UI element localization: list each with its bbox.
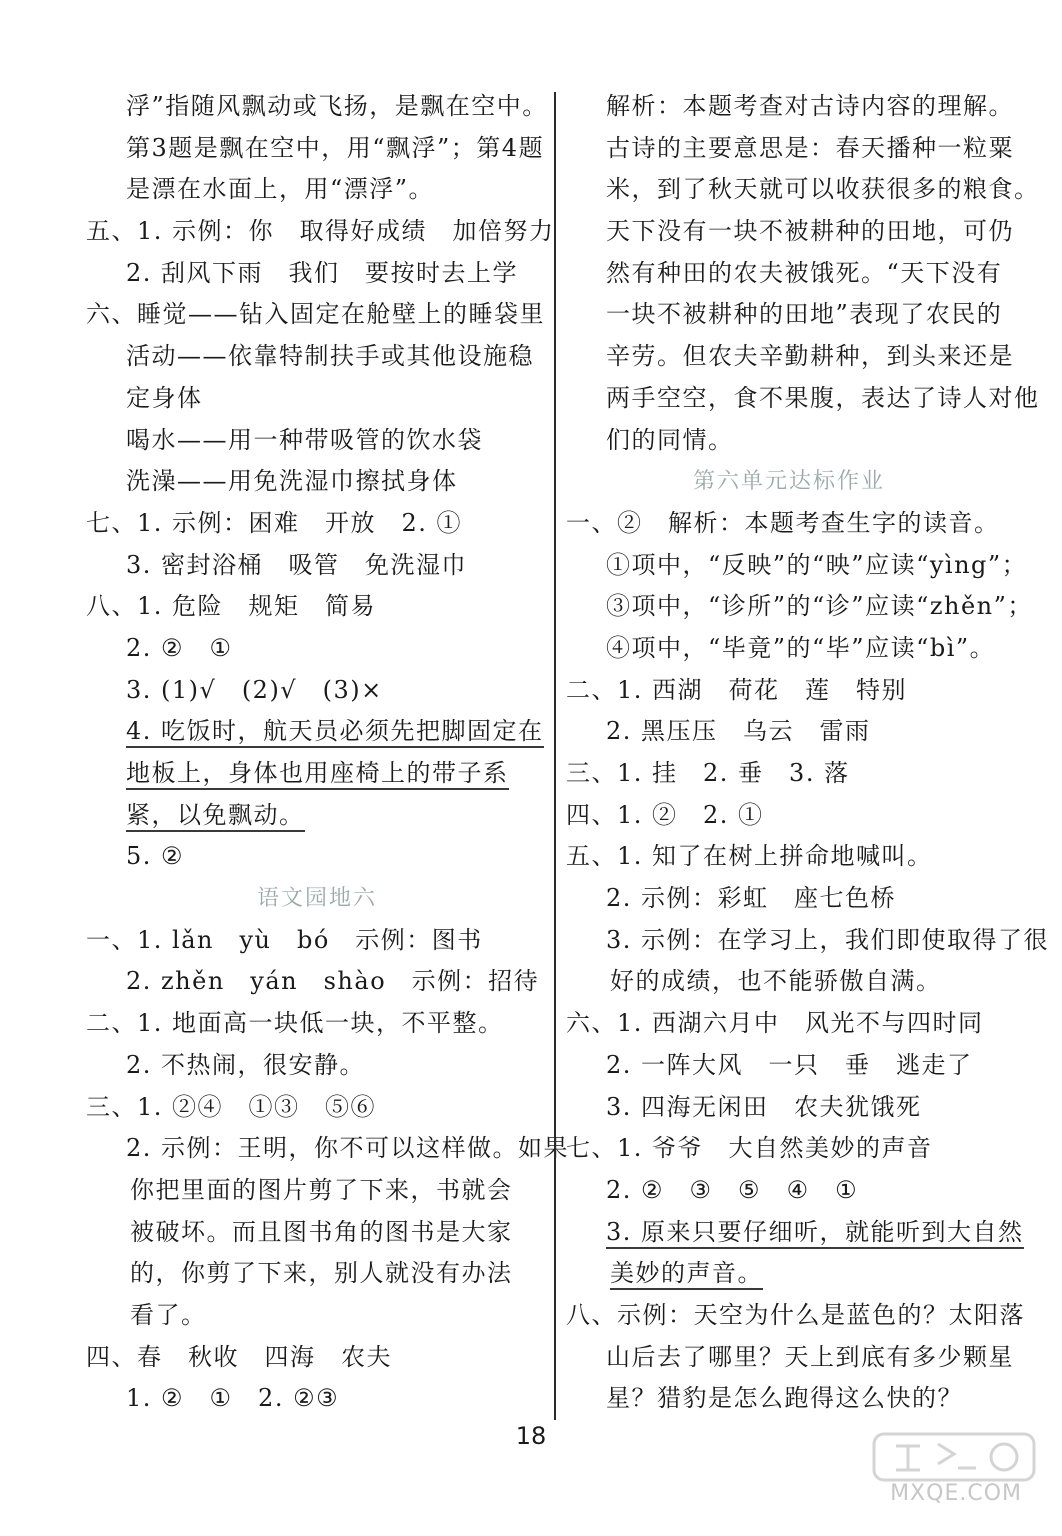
answer-line: 你把里面的图片剪了下来，书就会 [130, 1175, 513, 1204]
answer-line: 然有种田的农夫被饿死。“天下没有 [606, 258, 1003, 287]
answer-line: 一、1. lǎn yù bó 示例：图书 [86, 925, 483, 954]
underlined-text: 4. 吃饭时，航天员必须先把脚固定在 [126, 716, 544, 748]
answer-line: 们的同情。 [606, 425, 734, 454]
answer-line: 3. 四海无闲田 农夫犹饿死 [606, 1092, 922, 1121]
answer-line: 六、1. 西湖六月中 风光不与四时同 [566, 1009, 984, 1038]
answer-line: 2. ② ③ ⑤ ④ ① [606, 1175, 859, 1204]
answer-line-underlined [86, 795, 548, 837]
answer-line: 辛劳。但农夫辛勤耕种，到头来还是 [606, 342, 1014, 371]
underlined-text: 美妙的声音。 [610, 1258, 763, 1290]
answer-line: ④项中，“毕竟”的“毕”应读“bì”。 [606, 633, 996, 662]
answer-line: 古诗的主要意思是：春天播种一粒粟 [606, 133, 1014, 162]
answer-line: 2. ② ① [126, 633, 233, 662]
answer-line: 五、1. 示例：你 取得好成绩 加倍努力 [86, 217, 555, 246]
underlined-text: 3. 原来只要仔细听，就能听到大自然 [606, 1217, 1024, 1249]
underlined-text: 紧，以免飘动。 [126, 800, 305, 832]
answer-line: 3. 示例：在学习上，我们即使取得了很 [606, 925, 1050, 954]
answer-line: 三、1. 挂 2. 垂 3. 落 [566, 759, 850, 787]
answer-line: 解析：本题考查对古诗内容的理解。 [606, 92, 1014, 120]
answer-line: 五、1. 知了在树上拼命地喊叫。 [566, 842, 933, 871]
answer-line: 2. 不热闹，很安静。 [126, 1050, 366, 1079]
answer-line: 活动——依靠特制扶手或其他设施稳 [126, 342, 534, 371]
answer-line: 3. (1)√ (2)√ (3)× [126, 675, 383, 704]
underlined-text: 地板上，身体也用座椅上的带子系 [126, 758, 509, 790]
answer-line: 3. 密封浴桶 吸管 免洗湿巾 [126, 550, 468, 579]
answer-line: 洗澡——用免洗湿巾擦拭身体 [126, 467, 458, 496]
answer-line-underlined [566, 1253, 1012, 1295]
right-column [566, 86, 1050, 1420]
answer-line: 看了。 [130, 1300, 207, 1329]
answer-line: 米，到了秋天就可以收获很多的粮食。 [606, 175, 1040, 204]
left-column [86, 86, 570, 1420]
answer-line: ③项中，“诊所”的“诊”应读“zhěn”； [606, 592, 1033, 621]
answer-line: 二、1. 西湖 荷花 莲 特别 [566, 675, 908, 704]
answer-line: 四、春 秋收 四海 农夫 [86, 1342, 392, 1371]
answer-line: 六、睡觉——钻入固定在舱壁上的睡袋里 [86, 300, 545, 329]
page-number: 18 [515, 1422, 547, 1450]
answer-line: 四、1. ② 2. ① [566, 800, 764, 829]
watermark-logo [866, 1428, 1044, 1512]
answer-line: 七、1. 爷爷 大自然美妙的声音 [566, 1134, 933, 1163]
answer-line: 八、示例：天空为什么是蓝色的？太阳落 [566, 1300, 1025, 1329]
answer-line: 1. ② ① 2. ②③ [126, 1384, 340, 1413]
answer-line: 山后去了哪里？天上到底有多少颗星 [606, 1342, 1014, 1371]
answer-line: 天下没有一块不被耕种的田地，可仍 [606, 217, 1014, 246]
answer-line: 好的成绩，也不能骄傲自满。 [610, 967, 942, 996]
answer-line-underlined [86, 711, 548, 753]
answer-line-underlined [566, 1212, 1024, 1254]
answer-line: 一块不被耕种的田地”表现了农民的 [606, 300, 1003, 329]
watermark-text: MXQE.COM [890, 1481, 1022, 1506]
answer-line: 被破坏。而且图书角的图书是大家 [130, 1217, 513, 1246]
answer-line: 2. zhěn yán shào 示例：招待 [126, 967, 540, 996]
answer-line-underlined [86, 753, 548, 795]
answer-line: 2. 刮风下雨 我们 要按时去上学 [126, 258, 519, 287]
column-divider [554, 92, 556, 1420]
answer-line: 5. ② [126, 842, 185, 871]
answer-line: 二、1. 地面高一块低一块，不平整。 [86, 1009, 504, 1038]
answer-line: 三、1. ②④ ①③ ⑤⑥ [86, 1092, 377, 1121]
answer-line: 2. 示例：王明，你不可以这样做。如果 [126, 1134, 570, 1163]
answer-line: 第3题是飘在空中，用“飘浮”；第4题 [126, 133, 545, 162]
answer-line: 2. 黑压压 乌云 雷雨 [606, 717, 871, 746]
answer-line: 一、② 解析：本题考查生字的读音。 [566, 508, 1000, 537]
answer-line: 是漂在水面上，用“漂浮”。 [126, 175, 435, 204]
answer-line: 两手空空，食不果腹，表达了诗人对他 [606, 383, 1040, 412]
answer-line: 的，你剪了下来，别人就没有办法 [130, 1259, 513, 1288]
answer-line: 2. 一阵大风 一只 垂 逃走了 [606, 1050, 973, 1079]
answer-line: 浮”指随风飘动或飞扬，是飘在空中。 [126, 92, 548, 120]
answer-line: 七、1. 示例：困难 开放 2. ① [86, 508, 463, 537]
section-heading: 语文园地六 [256, 886, 377, 912]
answer-line: 定身体 [126, 383, 203, 412]
answer-line: 八、1. 危险 规矩 简易 [86, 592, 377, 621]
answer-line: 喝水——用一种带吸管的饮水袋 [126, 425, 483, 454]
answer-line: 星？猎豹是怎么跑得这么快的？ [606, 1384, 963, 1413]
answer-line: 2. 示例：彩虹 座七色桥 [606, 884, 897, 913]
answer-line: ①项中，“反映”的“映”应读“yìng”； [606, 550, 1028, 579]
section-heading: 第六单元达标作业 [692, 469, 885, 495]
